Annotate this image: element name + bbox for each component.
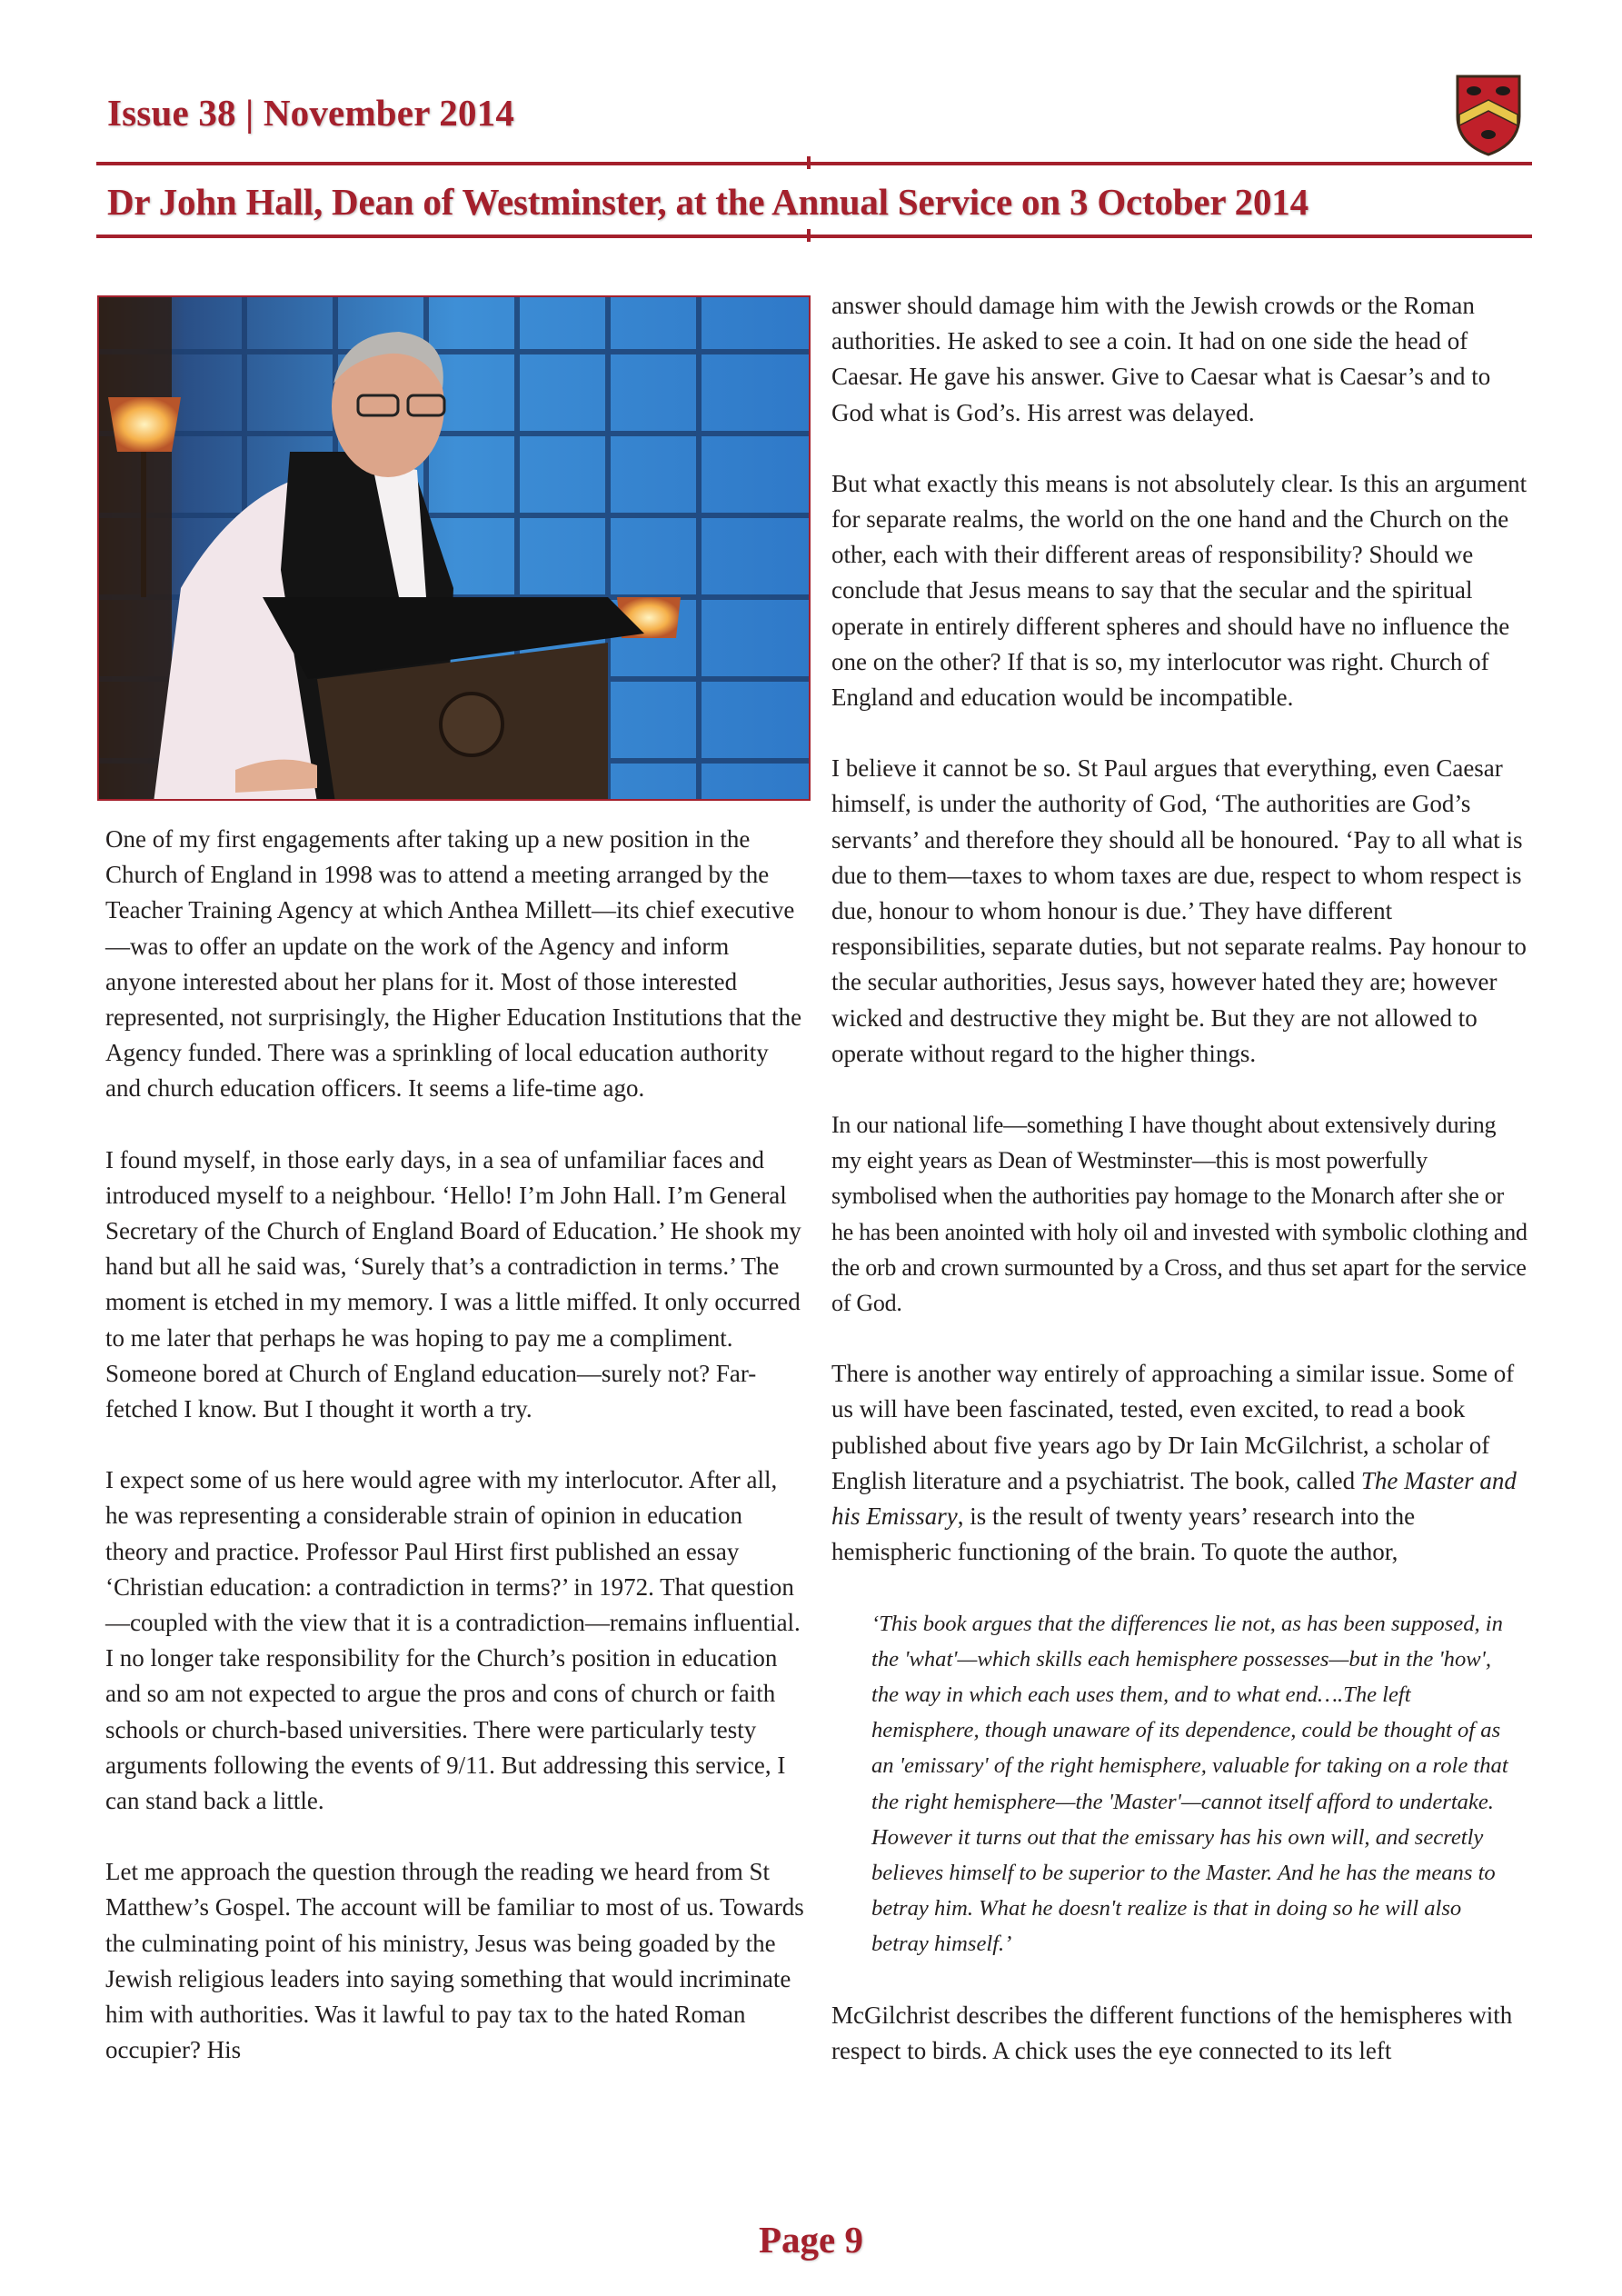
paragraph: But what exactly this means is not absolutely clear. Is this an argument for separate realms, the world on the one hand and the Church on the other, each with their different areas of responsibility? Should we conclude that Jesus means to say that the secular and the spiritual operate in entirely different spheres and should have no influence the one on the other? If that is so, my interlocutor was right. Church of England and education would be incompatible.	[831, 469, 1527, 712]
paragraph: In our national life—something I have thought about extensively during my eight years as Dean of Westminster—this is most powerfully symbolised when the authorities pay homage to the Monarch after she or he has been anointed with holy oil and invested with symbolic clothing and the orb and crown surmounted by a Cross, and thus set apart for the service of God.	[831, 1112, 1527, 1317]
dean-photo-illustration	[99, 297, 811, 801]
text-run: , is the result of twenty years’ research into the hemispheric functioning of the brain. To quote the author,	[831, 1502, 1416, 1566]
page-number: Page 9	[759, 2219, 863, 2261]
header-rule-top	[96, 162, 1532, 165]
left-column	[105, 822, 805, 2104]
issue-label: Issue 38 | November 2014	[107, 92, 515, 134]
paragraph: I expect some of us here would agree with my interlocutor. After all, he was representing a considerable strain of opinion in education theory and practice. Professor Paul Hirst first published an essay ‘Christian education: a contradiction in terms?’ in 1972. That question—coupled with the view that it is a contradiction—remains influential. I no longer take responsibility for the Church’s position in education and so am not expected to argue the pros and cons of church or faith schools or church-based universities. There were particularly testy arguments following the events of 9/11. But addressing this service, I can stand back a little.	[105, 1466, 801, 1815]
article-title: Dr John Hall, Dean of Westminster, at the Annual Service on 3 October 2014	[107, 181, 1309, 223]
paragraph: I found myself, in those early days, in a sea of unfamiliar faces and introduced myself to a neighbour. ‘Hello! I’m John Hall. I’m General Secretary of the Church of England Board of Education.’ He shook my hand but all he said was, ‘Surely that’s a contradiction in terms.’ The moment is etched in my memory. I was a little miffed. It only occurred to me later that perhaps he was hoping to pay me a compliment. Someone bored at Church of England education—surely not? Far-fetched I know. But I thought it worth a try.	[105, 1145, 801, 1423]
paragraph: One of my first engagements after taking up a new position in the Church of England in 1998 was to attend a meeting arranged by the Teacher Training Agency at which Anthea Millett—its chief executive—was to offer an update on the work of the Agency and inform anyone interested about her plans for it. Most of those interested represented, not surprisingly, the Higher Education Institutions that the Agency funded. There was a sprinkling of local education authority and church education officers. It seems a life-time ago.	[105, 825, 802, 1103]
header-rule-divider-bottom	[807, 229, 811, 242]
text-run: There is another way entirely of approaching a similar issue. Some of us will have been fascinated, tested, even excited, to read a book published about five years ago by Dr Iain McGilchrist, a scholar of English literature and a psychiatrist. The book, called	[831, 1360, 1515, 1494]
header-rule-divider	[807, 156, 811, 169]
book-title: The Master and his Emissary	[831, 1466, 1517, 1531]
right-column	[831, 288, 1531, 2104]
paragraph: I believe it cannot be so. St Paul argues that everything, even Caesar himself, is under the authority of God, ‘The authorities are God’s servants’ and therefore they should all be honoured. ‘Pay to all what is due to them—taxes to whom taxes are due, respect to whom respect is due, honour to whom honour is due.’ They have different responsibilities, separate duties, but not separate realms. Pay honour to the secular authorities, Jesus says, however hated they are; however wicked and destructive they might be. But they are not allowed to operate without regard to the higher things.	[831, 754, 1527, 1067]
block-quote: ‘This book argues that the differences lie not, as has been supposed, in the 'what'—which skills each hemisphere possesses—but in the 'how', the way in which each uses them, and to what end….The left hemisphere, though unaware of its dependence, could be thought of as an 'emissary' of the right hemisphere, valuable for taking on a role that the right hemisphere—the 'Master'—cannot itself afford to undertake. However it turns out that the emissary has his own will, and secretly believes himself to be superior to the Master. And he has the means to betray him. What he doesn't realize is that in doing so he will also betray himself.’	[871, 1611, 1508, 1957]
college-crest-icon	[1452, 71, 1525, 158]
paragraph: Let me approach the question through the reading we heard from St Matthew’s Gospel. The account will be familiar to most of us. Towards the culminating point of his ministry, Jesus was being goaded by the Jewish religious leaders into saying something that would incriminate him with authorities. Was it lawful to pay tax to the hated Roman occupier? His	[105, 1858, 804, 2064]
header-rule-bottom	[96, 235, 1532, 238]
paragraph: answer should damage him with the Jewish crowds or the Roman authorities. He asked to see a coin. It had on one side the head of Caesar. He gave his answer. Give to Caesar what is Caesar’s and to God what is God’s. His arrest was delayed.	[831, 292, 1491, 426]
paragraph	[831, 1356, 1531, 1570]
paragraph: McGilchrist describes the different functions of the hemispheres with respect to birds. A chick uses the eye connected to its left	[831, 2001, 1513, 2064]
dean-photo	[97, 295, 811, 801]
